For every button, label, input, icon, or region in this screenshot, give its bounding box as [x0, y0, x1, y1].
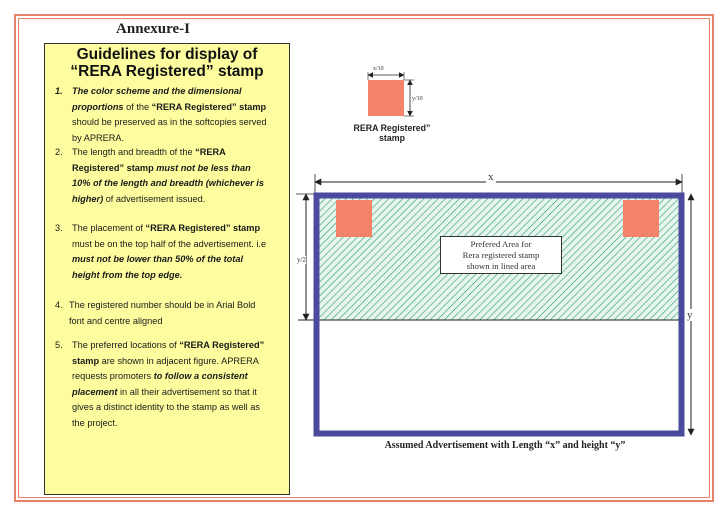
guideline-text-part: of advertisement issued. [103, 193, 206, 204]
stamp-height-label: y/10 [412, 96, 423, 102]
guideline-text-part: to follow a consistent placement [72, 371, 248, 397]
guideline-text-part: must not be less than 10% of the length and breadth (whichever is higher) [72, 162, 264, 204]
preferred-area-line3: shown in lined area [466, 261, 536, 271]
guideline-number: 4. [55, 300, 63, 310]
guideline-text-part: “RERA Registered” stamp [145, 223, 261, 233]
guideline-text-part: The color scheme and the dimensional proportions [72, 86, 242, 112]
advertisement-caption: Assumed Advertisement with Length “x” and height “y” [384, 440, 626, 451]
guideline-number: 2. [55, 147, 63, 157]
guideline-text-part: of the [123, 101, 152, 112]
guideline-text-part: are shown in adjacent figure. APRERA requests promoters [72, 355, 259, 381]
stamp-caption [342, 123, 442, 143]
stamp-width-label: x/10 [373, 66, 384, 72]
stamp-top-left [336, 200, 372, 237]
annexure-title: Annexure-I [116, 21, 190, 37]
guideline-text-part: The placement of [72, 223, 146, 233]
guideline-number: 3. [55, 223, 63, 233]
guidelines-heading-line1: Guidelines for display of [76, 46, 258, 63]
guidelines-heading-line2: “RERA Registered” stamp [70, 63, 264, 80]
guideline-text-part: “RERA Registered” stamp [151, 101, 267, 112]
guideline-number: 1. [55, 86, 63, 96]
preferred-area-line1: Prefered Area for [470, 239, 532, 249]
guideline-text-part: should be preserved as in the softcopies served by APRERA. [72, 117, 267, 143]
guideline-text-part: The registered number should be in Arial Bold font and centre aligned [69, 300, 256, 326]
stamp-caption-line2: stamp [379, 133, 405, 143]
guideline-text-part: “RERA Registered” stamp [72, 147, 226, 173]
guideline-text-part: must be on the top half of the advertisement. i.e [72, 238, 267, 249]
guideline-text-part: “RERA Registered” stamp [72, 340, 265, 366]
guideline-text-part: in all their advertisement so that it gives a distinct identity to the stamp as well as the project. [72, 386, 260, 428]
sample-stamp [368, 80, 404, 116]
guideline-text-part: must not be lower than 50% of the total height from the top edge. [72, 254, 244, 280]
guideline-number: 5. [55, 340, 63, 350]
guideline-text-part: The length and breadth of the [72, 147, 196, 157]
y-dimension-label: y [687, 309, 693, 321]
preferred-area-line2: Rera registered stamp [462, 250, 540, 260]
preferred-area-note [440, 236, 562, 274]
x-dimension-label: x [488, 171, 494, 183]
stamp-caption-line1: RERA Registered” [353, 123, 431, 133]
stamp-top-right [623, 200, 659, 237]
guideline-text-part: The preferred locations of [72, 340, 180, 350]
half-y-label: y/2 [297, 256, 306, 264]
